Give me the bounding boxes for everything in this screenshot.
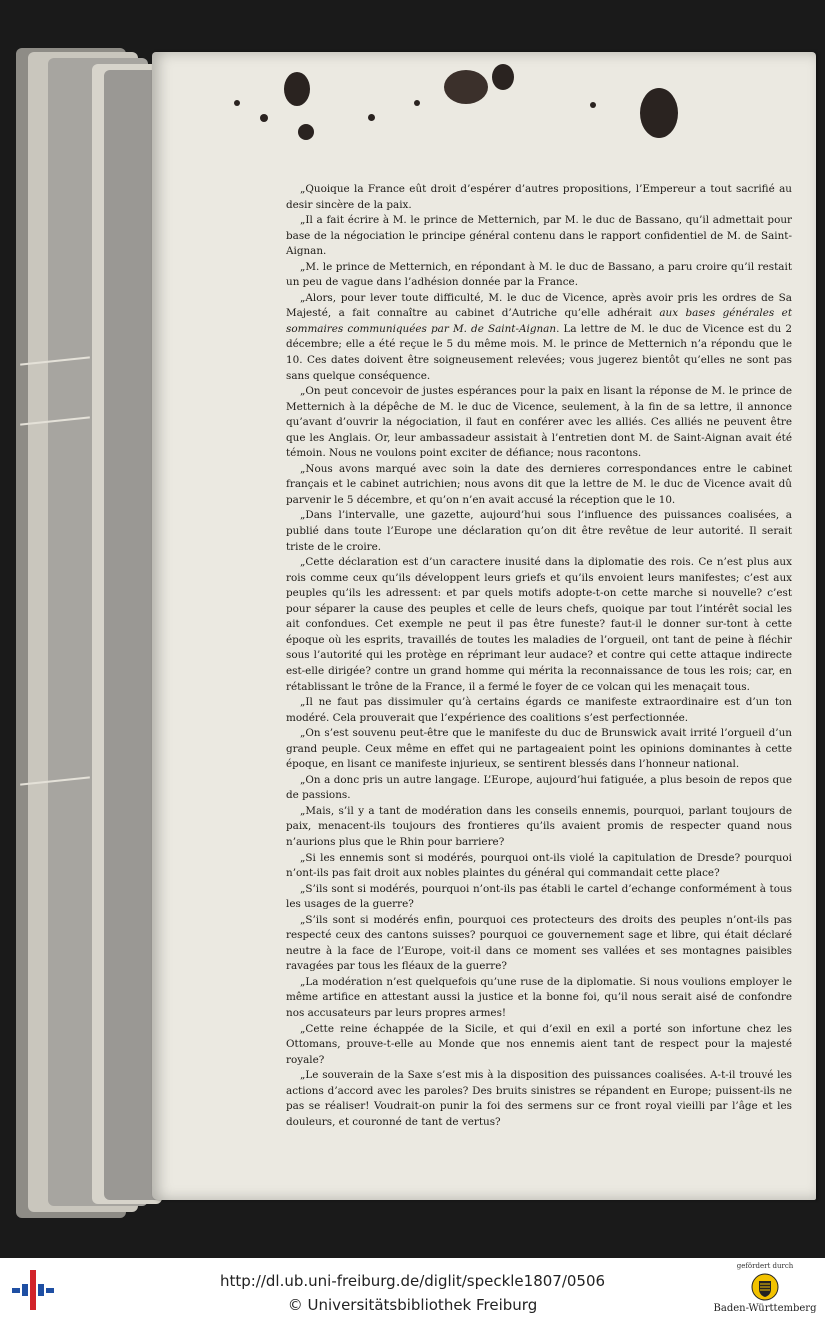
page-body-text [286,182,792,1130]
paragraph: „Cette reine échappée de la Sicile, et qui d’exil en exil a porté son infortune chez les Ottomans, prouve-t-elle au Monde que nos ennemis aient tant de respect pour la majesté royale? [286,1022,792,1066]
ink-stain [298,124,314,140]
paragraph: „S’ils sont si modérés, pourquoi n’ont-ils pas établi le cartel d’echange conformément à tous les usages de la guerre? [286,882,792,911]
paragraph: „La modération n’est quelquefois qu’une ruse de la diplomatie. Si nous voulions employer le même artifice en attestant aussi la justice et la bonne foi, qu’il nous serait aisé de confondre nos accusateurs par leurs propres armes! [286,975,792,1019]
paragraph: „Dans l’intervalle, une gazette, aujourd’hui sous l’influence des puissances coalisées, a publié dans toute l’Europe une déclaration qu’on dit être revêtue de leur autorité. Il serait triste de le croire. [286,509,792,553]
paragraph: „On a donc pris un autre langage. L’Europe, aujourd’hui fatiguée, a plus besoin de repos que de passions. [286,773,792,802]
paragraph: „Il a fait écrire à M. le prince de Metternich, par M. le duc de Bassano, qu’il admettait pour base de la négociation le principe général contenu dans le rapport confidentiel de M. de Saint-Aignan. [286,214,792,258]
paragraph: „Il ne faut pas dissimuler qu’à certains égards ce manifeste extraordinaire est d’un ton modéré. Cela prouverait que l’expérience des coalitions s’est perfectionnée. [286,696,792,724]
copyright-notice: © Universitätsbibliothek Freiburg [287,1296,538,1314]
paragraph: „Si les ennemis sont si modérés, pourquoi ont-ils violé la capitulation de Dresde? pourquoi n’ont-ils pas fait droit aux nobles plaintes du général qui commandait cette place? [286,851,792,880]
ink-stain [368,114,375,121]
italic-phrase: aux bases générales et sommaires communiquées par M. de Saint-Aignan [286,307,792,335]
ink-stain [492,64,514,90]
ink-stain [444,70,488,104]
paragraph: „Cette déclaration est d’un caractere inusité dans la diplomatie des rois. Ce n’est plus aux rois comme ceux qu’ils développent leurs griefs et qu’ils envoient leurs manifestes; c’est aux peuples qu’ils les adressent: et par quels motifs adopte-t-on cette marche si nouvelle? c’est pour séparer la cause des peuples et celle de leurs chefs, quoique par tout l’intérêt social les ait confondues. Cet exemple ne peut il pas être funeste? faut-il le donner sur-tont à cette époque où les esprits, travaillés de toutes les maladies de l’orgueil, ont tant de peine à fléchir sous l’autorité qui les protège en réprimant leur audace? et contre qui cette attaque indirecte est-elle dirigée? contre un grand homme qui mérita la reconnaissance de tous les rois; car, en rétablissant le trône de la France, il a fermé le foyer de ce volcan qui les menaçait tous. [286,556,792,693]
paragraph: „Nous avons marqué avec soin la date des dernieres correspondances entre le cabinet français et le cabinet autrichien; nous avons dit que la lettre de M. le duc de Vicence avait dû parvenir le 5 décembre, et qu’on n’en avait accusé la réception que le 10. [286,462,792,506]
paragraph: „M. le prince de Metternich, en répondant à M. le duc de Bassano, a paru croire qu’il restait un peu de vague dans l’adhésion donnée par la France. [286,260,792,289]
viewer-footer [0,1258,825,1319]
ink-stain [640,88,678,138]
paragraph: „On s’est souvenu peut-être que le manifeste du duc de Brunswick avait irrité l’orgueil d’un grand peuple. Ceux même en effet qui ne partageaient point les opinions dominantes à cette époque, en lisant ce manifeste injurieux, se sentirent blessés dans l’honneur national. [286,727,792,771]
ink-stain [260,114,268,122]
ink-stain [234,100,240,106]
ink-stain [590,102,596,108]
permalink-url[interactable]: http://dl.ub.uni-freiburg.de/diglit/speckle1807/0506 [219,1272,606,1290]
paragraph: „Alors, pour lever toute difficulté, M. le duc de Vicence, après avoir pris les ordres de Sa Majesté, a fait connaître au cabinet d’Autriche qu’elle adhérait aux bases générales et sommaires communiquées par M. de Saint-Aignan. La lettre de M. le duc de Vicence est du 2 décembre; elle a été reçue le 5 du même mois. M. le prince de Metternich n’a répondu que le 10. Ces dates doivent être soigneusement relevées; vous jugerez bientôt qu’elles ne sont pas sans quelque conséquence. [286,291,793,382]
funder-name: Baden-Württemberg [713,1303,817,1314]
paragraph: „S’ils sont si modérés enfin, pourquoi ces protecteurs des droits des peuples n’ont-ils pas respecté ceux des cantons suisses? pourquoi ce gouvernement sage et libre, qui était déclaré neutre à la face de l’Europe, voit-il dans ce moment ses vallées et ses montagnes paisibles ravagées par tous les fléaux de la guerre? [286,913,792,973]
ink-stain [284,72,310,106]
funder-caption: gefördert durch [736,1262,794,1270]
paragraph: „Quoique la France eût droit d’espérer d’autres propositions, l’Empereur a tout sacrifié au desir sincère de la paix. [286,183,792,211]
paragraph: „Mais, s’il y a tant de modération dans les conseils ennemis, pourquoi, parlant toujours de paix, menacent-ils toujours des frontieres qu’ils avaient promis de respecter quand nous n’aurions plus que le Rhin pour barriere? [286,804,792,848]
funder-badge [712,1262,818,1318]
state-crest-icon [751,1273,779,1301]
paragraph: „Le souverain de la Saxe s’est mis à la disposition des puissances coalisées. A-t-il trouvé les actions d’accord avec les paroles? Des bruits sinistres se répandent en Europe; puissent-ils ne pas se réaliser! Voudrait-on punir la foi des sermens sur ce front royal vieilli par l’âge et les douleurs, et couronné de tant de vertus? [286,1069,792,1128]
ink-stain [414,100,420,106]
paragraph: „On peut concevoir de justes espérances pour la paix en lisant la réponse de M. le prince de Metternich à la dépêche de M. le duc de Vicence, seulement, à la fin de sa lettre, il annonce qu’avant d’ouvrir la négociation, il faut en conférer avec les alliés. Ces alliés ne peuvent être que les Anglais. Or, leur ambassadeur assistait à l’entretien dont M. de Saint-Aignan avait été témoin. Nous ne voulons point exciter de défiance; nous racontons. [286,385,792,460]
